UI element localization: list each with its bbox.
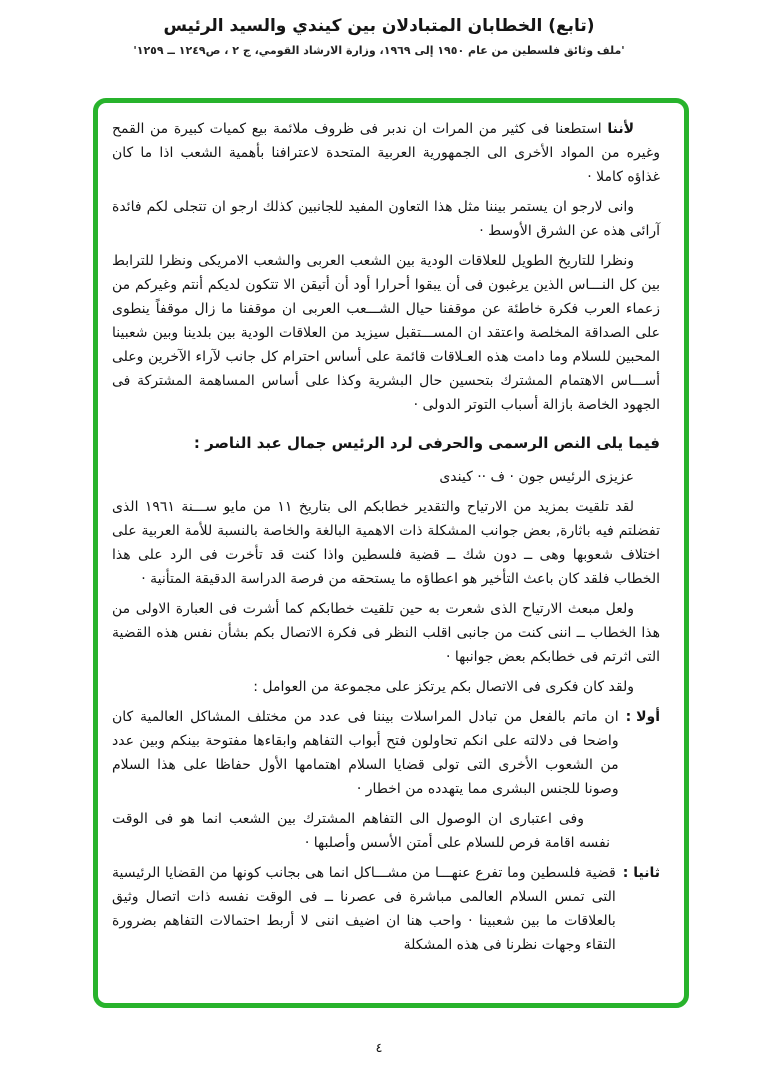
document-source-citation: 'ملف وثائق فلسطين من عام ١٩٥٠ إلى ١٩٦٩، وزارة الارشاد القومي، ج ٢ ، ص١٢٤٩ ــ ١٢٥٩' xyxy=(133,44,625,57)
paragraph-factors-intro: ولقد كان فكرى فى الاتصال بكم يرتكز على مجموعة من العوامل : xyxy=(253,679,634,695)
paragraph-wheat-sales-text: استطعنا فى كثير من المرات ان ندبر فى ظروف ملائمة بيع كميات كبيرة من القمح وغيره من المواد الأخرى الى الجمهورية العربية المتحدة لاعترافنا بأهمية الشعب اذا ما كان غذاؤه كاملا · xyxy=(112,121,660,185)
list-item-first xyxy=(112,705,660,801)
paragraph-cooperation-hope: وانى لارجو ان يستمر بيننا مثل هذا التعاون المفيد للجانبين كذلك ارجو ان تتجلى لكم فائدة آرائى هذه عن الشرق الأوسط · xyxy=(112,199,660,239)
list-item-first-text: ان ماتم بالفعل من تبادل المراسلات بيننا فى عدد من مختلف المشاكل العالمية كان واضحا فى دلالته على انكم تحاولون فتح أبواب التفاهم وابقاءها مفتوحة بينكم وبين عدد من الشعوب الأخرى التى تولى قضايا السلام اهتمامها الأول حفاظا على هذا السلام وصونا للجنس البشرى مما يتهدده من اخطار · xyxy=(112,709,619,797)
highlighted-letter-box xyxy=(93,98,689,1008)
page-number: ٤ xyxy=(375,1041,383,1056)
document-header xyxy=(0,16,758,57)
paragraph-relief-source: ولعل مبعث الارتياح الذى شعرت به حين تلقيت خطابكم كما أشرت فى العبارة الاولى من هذا الخطاب ــ اننى كنت من جانبى اقلب النظر فى فكرة الاتصال بكم بشأن نفس هذه القضية التى اثرتم فى خطابكم بعض جوانبها · xyxy=(112,601,660,665)
paragraph-friendly-relations: ونظرا للتاريخ الطويل للعلاقات الودية بين الشعب العربى والشعب الامريكى ونظرا للترابط بين كل النـــاس الذين يرغبون فى أن يبقوا أحرارا أود أن أتيقن الا تتكون لديكم أنتم وغيركم من زعماء العرب فكرة خاطئة عن موقفنا حيال الشـــعب العربى ان موقفنا ما زال موقفاً ينطوى على الصداقة المخلصة واعتقد ان المســـتقبل سيزيد من العلاقات الودية بين بلدينا وبين شعبينا المحبين للسلام وما دامت هذه العـلاقات قائمة على أساس احترام كل جانب لآراء الآخرين وعلى أســـاس الاهتمام المشترك بتحسين حال البشرية وكذا على أساس المساهمة المشتركة فى الجهود الخاصة بازالة أسباب التوتر الدولى · xyxy=(112,253,660,413)
list-item-first-subparagraph: وفى اعتبارى ان الوصول الى التفاهم المشترك بين الشعب انما هو فى الوقت نفسه اقامة فرص للسلام على أمتن الأسس وأصلبها · xyxy=(112,811,610,851)
section-heading-nasser-reply: فيما يلى النص الرسمى والحرفى لرد الرئيس جمال عبد الناصر : xyxy=(193,434,660,452)
paragraph-wheat-sales xyxy=(112,117,660,189)
salutation-line: عزيزى الرئيس جون · ف ·· كيندى xyxy=(439,469,634,485)
list-item-second xyxy=(112,861,660,957)
document-title: (تابع) الخطابان المتبادلان بين كيندي والسيد الرئيس xyxy=(163,16,595,36)
paragraph-lead-word: لأننا xyxy=(607,121,634,137)
list-item-second-text: قضية فلسطين وما تفرع عنهـــا من مشـــاكل انما هى بجانب كونها من القضايا الرئيسية التى تمس السلام العالمى مباشرة فى عصرنا ــ فى الوقت نفسه ذات اتصال وثيق بالعلاقات ما بين شعبينا · واحب هنا ان اضيف اننى لا أربط احتمالات التفاهم بضرورة التقاء وجهات نظرنا فى هذه المشكلة xyxy=(112,865,616,953)
list-item-second-label: ثانيا : xyxy=(622,865,660,881)
paragraph-received-letter: لقد تلقيت بمزيد من الارتياح والتقدير خطابكم الى بتاريخ ١١ من مايو ســـنة ١٩٦١ الذى تفضلتم فيه باثارة, بعض جوانب المشكلة ذات الاهمية البالغة والخاصة بالنسبة للأمة العربية على اختلاف شعوبها وهى ــ دون شك ــ قضية فلسطين واذا كنت قد تأخرت فى الرد على هذا الخطاب فلقد كان باعث التأخير هو اعطاؤه ما يستحقه من فرصة الدراسة الدقيقة المتأنية · xyxy=(112,499,660,587)
list-item-first-label: أولا : xyxy=(625,709,660,725)
